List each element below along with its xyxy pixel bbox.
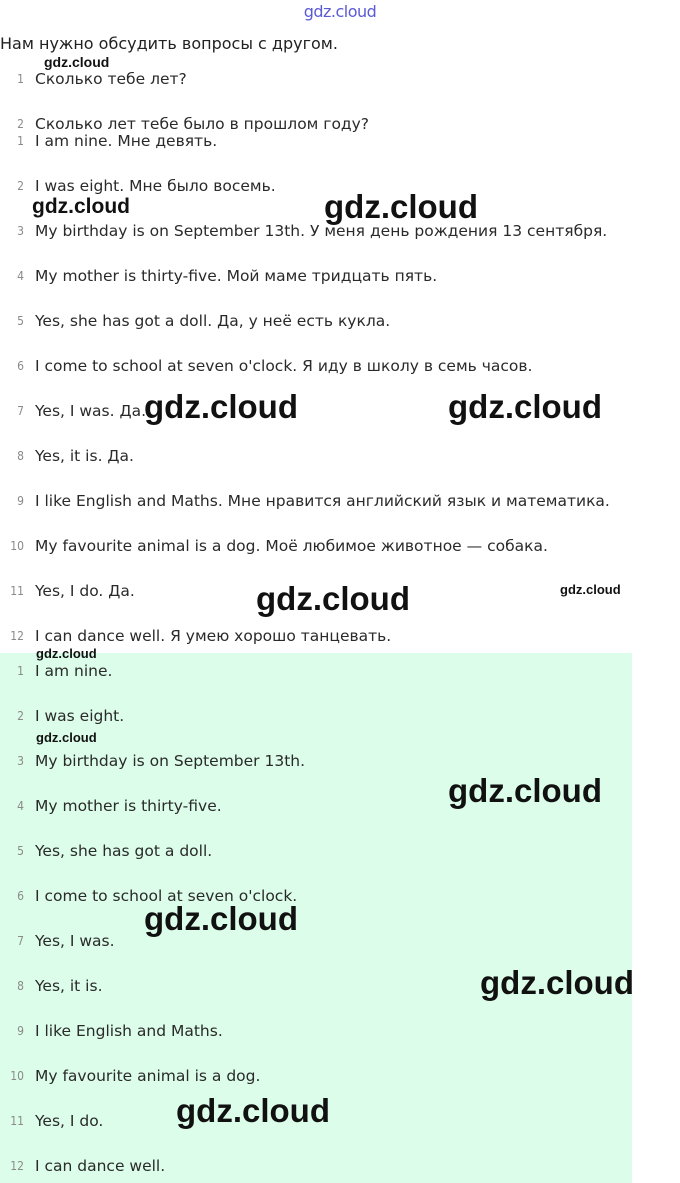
answer-text: Yes, she has got a doll. Да, у неё есть кукла. (35, 312, 391, 330)
answer-number: 12 (10, 1159, 24, 1173)
answer-row (0, 839, 212, 863)
answer-text: Yes, I was. Да. (35, 402, 147, 420)
answer-text: I can dance well. (35, 1157, 166, 1175)
watermark: gdz.cloud (448, 772, 602, 809)
watermark: gdz.cloud (324, 188, 478, 225)
answer-row (0, 129, 217, 153)
answer-number: 4 (17, 269, 24, 283)
answer-row (0, 794, 222, 818)
answer-number: 1 (17, 134, 24, 148)
answer-number: 8 (17, 979, 24, 993)
answer-row (0, 264, 437, 288)
answer-text: I like English and Maths. (35, 1022, 223, 1040)
answer-number: 10 (10, 539, 24, 553)
answer-number: 9 (17, 1024, 24, 1038)
watermark: gdz.cloud (560, 582, 621, 597)
answer-number: 7 (17, 404, 24, 418)
answer-number: 3 (17, 224, 24, 238)
answer-number: 7 (17, 934, 24, 948)
clipped-question (0, 110, 680, 133)
answer-number: 6 (17, 889, 24, 903)
answer-text: My birthday is on September 13th. (35, 752, 306, 770)
watermark: gdz.cloud (144, 900, 298, 937)
watermark: gdz.cloud (36, 730, 97, 745)
answer-number: 2 (17, 709, 24, 723)
answer-row (0, 399, 146, 423)
answer-text: Yes, it is. Да. (35, 447, 134, 465)
answer-number: 3 (17, 754, 24, 768)
question-number: 1 (17, 72, 24, 86)
answer-number: 9 (17, 494, 24, 508)
exercise-intro: Нам нужно обсудить вопросы с другом. (0, 34, 338, 53)
watermark: gdz.cloud (448, 388, 602, 425)
watermark: gdz.cloud (480, 964, 634, 1001)
watermark: gdz.cloud (36, 646, 97, 661)
watermark: gdz.cloud (176, 1092, 330, 1129)
answer-number: 5 (17, 844, 24, 858)
answer-text: My mother is thirty-five. (35, 797, 222, 815)
answer-row (0, 354, 532, 378)
answer-row (0, 219, 607, 243)
answer-row (0, 1154, 165, 1178)
answer-text: Yes, I was. (35, 932, 115, 950)
answer-number: 8 (17, 449, 24, 463)
answer-text: My birthday is on September 13th. У меня день рождения 13 сентября. (35, 222, 608, 240)
answer-number: 1 (17, 664, 24, 678)
answer-row (0, 659, 112, 683)
question-number: 2 (17, 117, 24, 131)
answer-number: 2 (17, 179, 24, 193)
answer-row (0, 579, 135, 603)
answer-row (0, 974, 103, 998)
answer-number: 4 (17, 799, 24, 813)
answer-text: My favourite animal is a dog. (35, 1067, 261, 1085)
answer-text: I am nine. (35, 662, 113, 680)
site-link[interactable]: gdz.cloud (303, 2, 377, 21)
answer-text: I like English and Maths. Мне нравится английский язык и математика. (35, 492, 610, 510)
answer-number: 11 (10, 584, 24, 598)
watermark: gdz.cloud (256, 580, 410, 617)
answer-row (0, 1064, 260, 1088)
answer-row (0, 929, 115, 953)
answer-number: 5 (17, 314, 24, 328)
question-row (0, 67, 187, 91)
watermark: gdz.cloud (144, 388, 298, 425)
answer-text: I come to school at seven o'clock. Я иду в школу в семь часов. (35, 357, 533, 375)
answer-row (0, 704, 124, 728)
answer-row (0, 309, 390, 333)
watermark: gdz.cloud (32, 195, 130, 218)
answer-text: Yes, I do. Да. (35, 582, 135, 600)
answer-row (0, 1109, 103, 1133)
answer-number: 11 (10, 1114, 24, 1128)
answer-row (0, 749, 305, 773)
answer-number: 12 (10, 629, 24, 643)
answer-text: I was eight. Мне было восемь. (35, 177, 276, 195)
answer-text: I am nine. Мне девять. (35, 132, 218, 150)
question-text: Сколько лет тебе было в прошлом году? (35, 115, 370, 133)
answer-text: My favourite animal is a dog. Моё любимое животное — собака. (35, 537, 548, 555)
answer-text: Yes, she has got a doll. (35, 842, 213, 860)
answer-row (0, 1019, 223, 1043)
answer-text: I can dance well. Я умею хорошо танцевать. (35, 627, 392, 645)
answer-row (0, 624, 391, 648)
answer-text: Yes, it is. (35, 977, 103, 995)
answer-row (0, 444, 134, 468)
answer-number: 10 (10, 1069, 24, 1083)
answer-row (0, 534, 548, 558)
question-text: Сколько тебе лет? (35, 70, 187, 88)
answer-row (0, 489, 610, 513)
answer-text: My mother is thirty-five. Мой маме тридцать пять. (35, 267, 438, 285)
answer-number: 6 (17, 359, 24, 373)
answer-text: Yes, I do. (35, 1112, 104, 1130)
answer-text: I was eight. (35, 707, 125, 725)
answer-text: I come to school at seven o'clock. (35, 887, 298, 905)
watermark: gdz.cloud (44, 54, 110, 70)
